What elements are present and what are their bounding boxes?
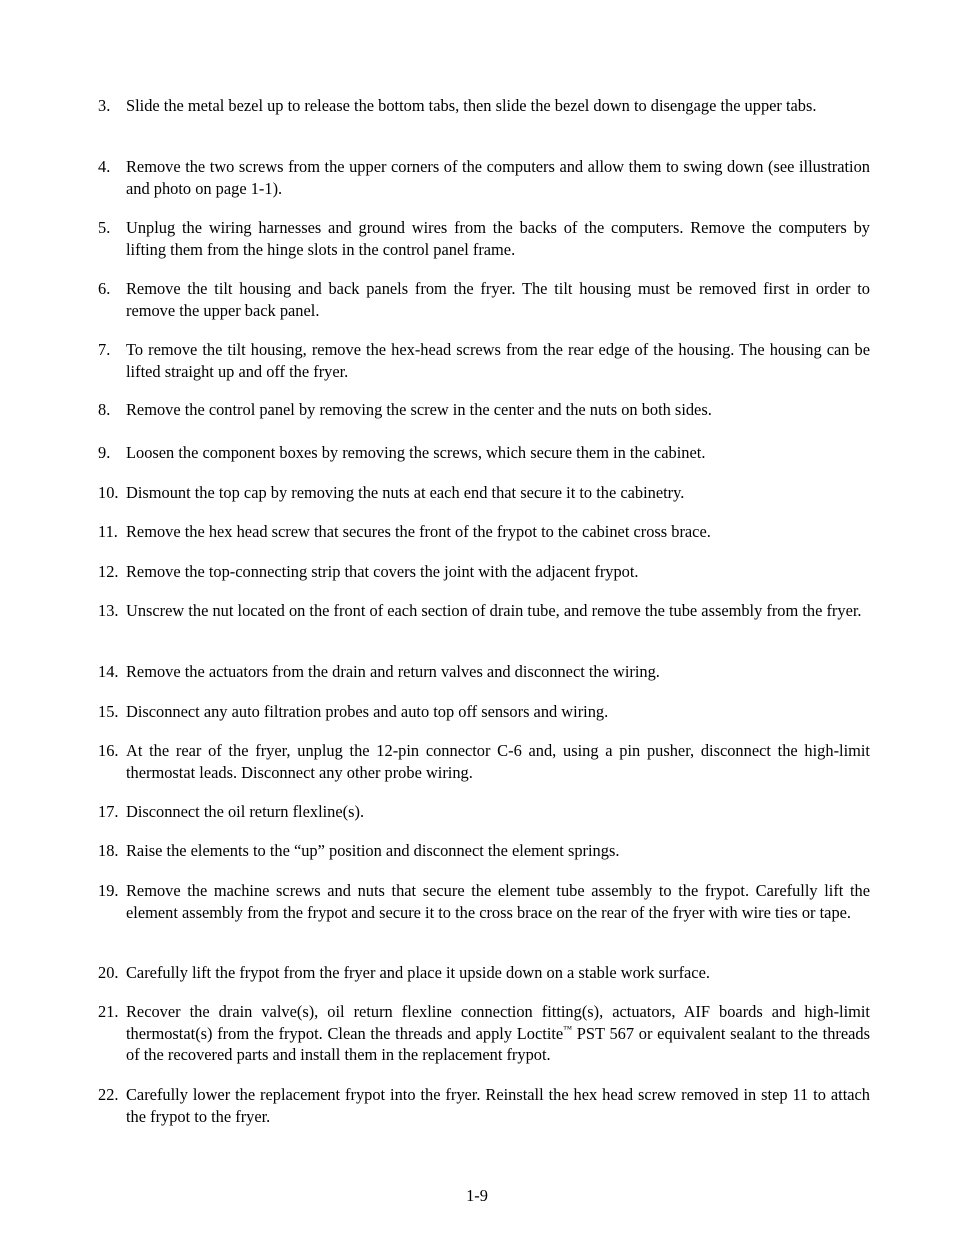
step-text: Disconnect any auto filtration probes and auto top off sensors and wiring. — [126, 702, 609, 721]
step-item — [98, 561, 870, 583]
step-number: 10. — [98, 483, 119, 502]
step-item — [98, 521, 870, 543]
step-item — [98, 962, 870, 984]
step-number: 19. — [98, 881, 119, 900]
step-number: 4. — [98, 157, 111, 176]
step-item — [98, 600, 870, 622]
step-number: 7. — [98, 340, 111, 359]
step-item — [98, 95, 870, 117]
step-item — [98, 840, 870, 862]
step-text: Remove the tilt housing and back panels from the fryer. The tilt housing must be removed first in order to remove the upper back panel. — [126, 279, 870, 320]
step-text: Carefully lower the replacement frypot into the fryer. Reinstall the hex head screw removed in step 11 to attach the frypot to the fryer. — [126, 1085, 870, 1126]
step-text: Slide the metal bezel up to release the bottom tabs, then slide the bezel down to disengage the upper tabs. — [126, 96, 817, 115]
step-number: 17. — [98, 802, 119, 821]
step-text: Remove the hex head screw that secures the front of the frypot to the cabinet cross brace. — [126, 522, 711, 541]
step-text: Loosen the component boxes by removing the screws, which secure them in the cabinet. — [126, 443, 706, 462]
step-number: 18. — [98, 841, 119, 860]
step-text: Remove the control panel by removing the screw in the center and the nuts on both sides. — [126, 400, 712, 419]
step-item — [98, 740, 870, 783]
step-text-part: Recover the drain valve(s), oil return flexline connection fitting(s), actuators, AIF boards and high-limit thermostat(s) from the frypot. Clean the threads and apply Loctite — [126, 1002, 870, 1043]
step-text: Remove the two screws from the upper corners of the computers and allow them to swing down (see illustration and photo on page 1-1). — [126, 157, 870, 198]
step-number: 8. — [98, 400, 111, 419]
step-number: 20. — [98, 963, 119, 982]
step-text — [126, 1001, 870, 1066]
step-number: 12. — [98, 562, 119, 581]
step-number: 15. — [98, 702, 119, 721]
step-number: 9. — [98, 443, 111, 462]
step-number: 6. — [98, 279, 111, 298]
step-text: To remove the tilt housing, remove the hex-head screws from the rear edge of the housing. The housing can be lifted straight up and off the fryer. — [126, 340, 870, 381]
step-text: Disconnect the oil return flexline(s). — [126, 802, 365, 821]
step-text: At the rear of the fryer, unplug the 12-pin connector C-6 and, using a pin pusher, disconnect the high-limit thermostat leads. Disconnect any other probe wiring. — [126, 741, 870, 782]
step-text: Remove the top-connecting strip that covers the joint with the adjacent frypot. — [126, 562, 639, 581]
step-item — [98, 278, 870, 321]
step-text: Remove the actuators from the drain and return valves and disconnect the wiring. — [126, 662, 660, 681]
step-item — [98, 399, 870, 421]
step-item — [98, 442, 870, 464]
step-item — [98, 217, 870, 260]
step-number: 11. — [98, 522, 118, 541]
step-text: Unplug the wiring harnesses and ground wires from the backs of the computers. Remove the computers by lifting them from the hinge slots in the control panel frame. — [126, 218, 870, 259]
page-number: 1-9 — [466, 1186, 488, 1205]
step-number: 22. — [98, 1085, 119, 1104]
step-item — [98, 880, 870, 923]
step-number: 16. — [98, 741, 119, 760]
trademark-symbol: ™ — [563, 1023, 573, 1034]
step-text: Dismount the top cap by removing the nuts at each end that secure it to the cabinetry. — [126, 483, 685, 502]
step-text-part: PST 567 or equivalent sealant to the threads of the recovered parts and install them in the replacement frypot. — [126, 1023, 870, 1065]
step-item — [98, 801, 870, 823]
step-number: 21. — [98, 1002, 119, 1021]
step-text: Raise the elements to the “up” position and disconnect the element springs. — [126, 841, 620, 860]
step-item — [98, 1084, 870, 1127]
step-text: Carefully lift the frypot from the fryer and place it upside down on a stable work surface. — [126, 963, 710, 982]
step-number: 13. — [98, 601, 119, 620]
step-item — [98, 661, 870, 683]
step-item — [98, 482, 870, 504]
step-item — [98, 701, 870, 723]
step-item — [98, 339, 870, 382]
step-text: Remove the machine screws and nuts that secure the element tube assembly to the frypot. Carefully lift the element assembly from the frypot and secure it to the cross brace on the rear of the fryer with wire ties or tape. — [126, 881, 870, 922]
step-number: 14. — [98, 662, 119, 681]
step-number: 3. — [98, 96, 111, 115]
step-number: 5. — [98, 218, 111, 237]
step-item — [98, 1001, 870, 1066]
step-text: Unscrew the nut located on the front of each section of drain tube, and remove the tube assembly from the fryer. — [126, 601, 862, 620]
step-item — [98, 156, 870, 199]
